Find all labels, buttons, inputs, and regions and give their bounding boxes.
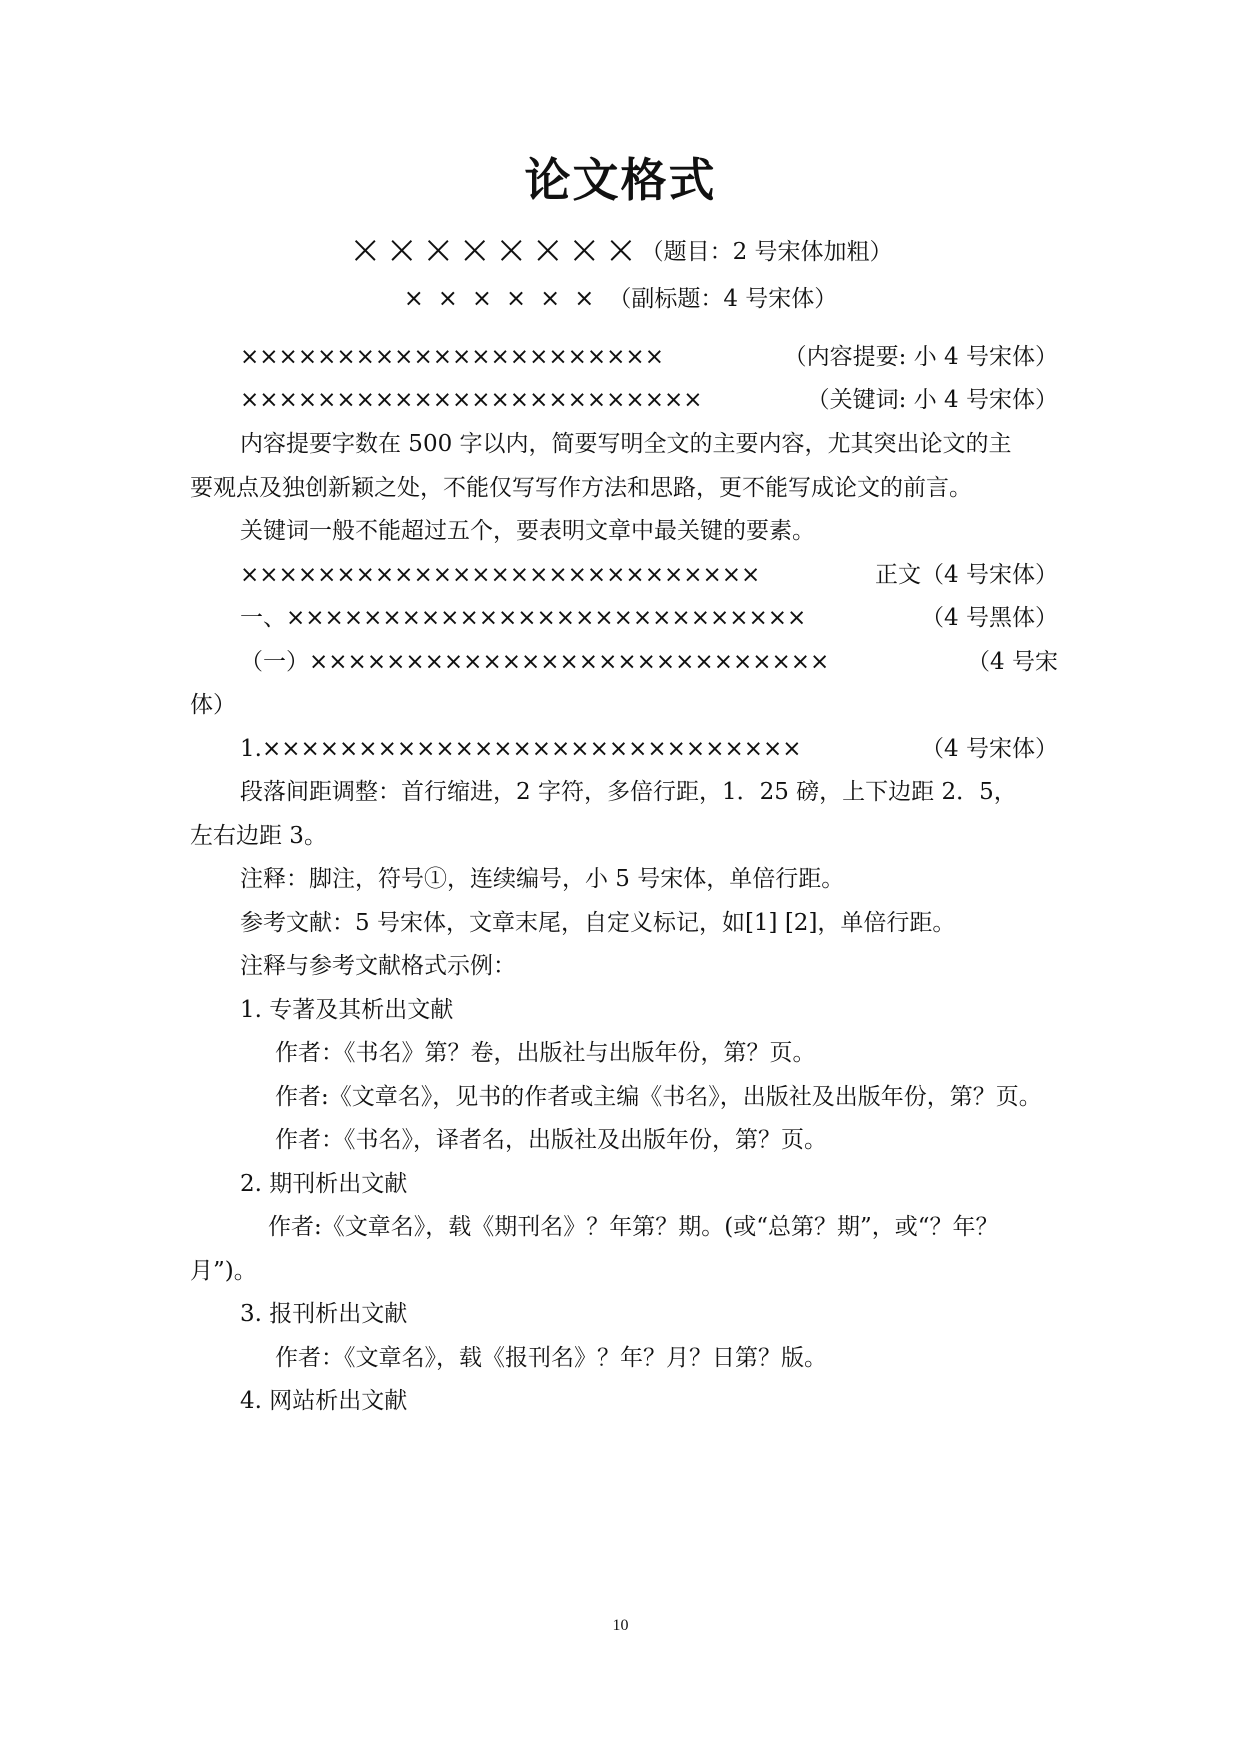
heading-level1-prefix: 一、 (240, 605, 286, 631)
example-item1-line3: 作者：《书名》，译者名，出版社及出版年份，第？页。 (275, 1127, 827, 1153)
abstract-format-note: （内容提要: 小 4 号宋体） (783, 344, 1058, 370)
abstract-description-line-2: 要观点及独创新颖之处，不能仅写写作方法和思路，更不能写成论文的前言。 (190, 475, 972, 501)
paragraph-spacing-line-2: 左右边距 3。 (190, 823, 327, 849)
examples-heading: 注释与参考文献格式示例： (240, 953, 516, 979)
example-item2-line2: 月”)。 (190, 1258, 257, 1284)
heading-level2-note-continued: 体） (190, 692, 236, 718)
example-item1-line2: 作者:《文章名》，见书的作者或主编《书名》，出版社及出版年份，第？页。 (275, 1084, 1042, 1110)
abstract-description-line-1: 内容提要字数在 500 字以内，简要写明全文的主要内容，尤其突出论文的主 (240, 431, 1012, 457)
heading-level2-line (240, 647, 1058, 677)
example-item2-line1: 作者:《文章名》，载《期刊名》？年第？期。(或“总第？期”，或“？年？ (268, 1214, 999, 1240)
heading-level1-line (240, 603, 1058, 633)
keywords-placeholder-line (240, 385, 1058, 415)
abstract-placeholder-line (240, 342, 1058, 372)
title-format-note: （题目：2 号宋体加粗） (640, 239, 893, 265)
heading-level3-note: （4 号宋体） (921, 736, 1058, 762)
heading-level1-note: （4 号黑体） (921, 605, 1058, 631)
reference-rule: 参考文献：5 号宋体，文章末尾，自定义标记，如[1] [2]，单倍行距。 (240, 910, 956, 936)
page-number: 10 (612, 1617, 629, 1634)
subtitle-placeholder-marks: ×××××× (403, 284, 609, 312)
keywords-placeholder-marks: ×××××××××××××××××××××××× (240, 387, 703, 413)
heading-level3-line (240, 734, 1058, 764)
subtitle-format-note: （副标题：4 号宋体） (608, 286, 838, 312)
paragraph-spacing-line-1: 段落间距调整：首行缩进，2 字符，多倍行距，1．25 磅，上下边距 2．5， (240, 779, 1017, 805)
heading-level1-marks: ××××××××××××××××××××××××××× (286, 605, 807, 631)
example-item1-line1: 作者：《书名》第？卷，出版社与出版年份，第？页。 (275, 1040, 816, 1066)
example-item3-heading: 3. 报刊析出文献 (240, 1301, 408, 1327)
title-placeholder-line (0, 225, 1241, 283)
subtitle-placeholder-line (0, 278, 1241, 321)
heading-level2-note: （4 号宋 (967, 649, 1058, 675)
footnote-rule: 注释：脚注，符号①，连续编号，小 5 号宋体，单倍行距。 (240, 866, 845, 892)
example-item1-heading: 1. 专著及其析出文献 (240, 997, 454, 1023)
body-format-note: 正文（4 号宋体） (875, 562, 1058, 588)
keywords-format-note: （关键词: 小 4 号宋体） (806, 387, 1058, 413)
heading-level3-marks: ×××××××××××××××××××××××××××× (261, 736, 802, 762)
heading-level2-prefix: （一） (240, 649, 309, 675)
example-item3-line1: 作者：《文章名》，载《报刊名》？年？月？日第？版。 (275, 1345, 827, 1371)
example-item4-heading: 4. 网站析出文献 (240, 1388, 408, 1414)
title-placeholder-marks: ×××××××× (348, 227, 641, 273)
body-placeholder-line (240, 560, 1058, 590)
document-title: 论文格式 (524, 153, 717, 207)
abstract-placeholder-marks: ×××××××××××××××××××××× (240, 344, 664, 370)
heading-level2-marks: ××××××××××××××××××××××××××× (309, 649, 830, 675)
keywords-description: 关键词一般不能超过五个，要表明文章中最关键的要素。 (240, 518, 815, 544)
example-item2-heading: 2. 期刊析出文献 (240, 1171, 408, 1197)
body-placeholder-marks: ××××××××××××××××××××××××××× (240, 562, 761, 588)
heading-level3-prefix: 1. (240, 736, 262, 762)
